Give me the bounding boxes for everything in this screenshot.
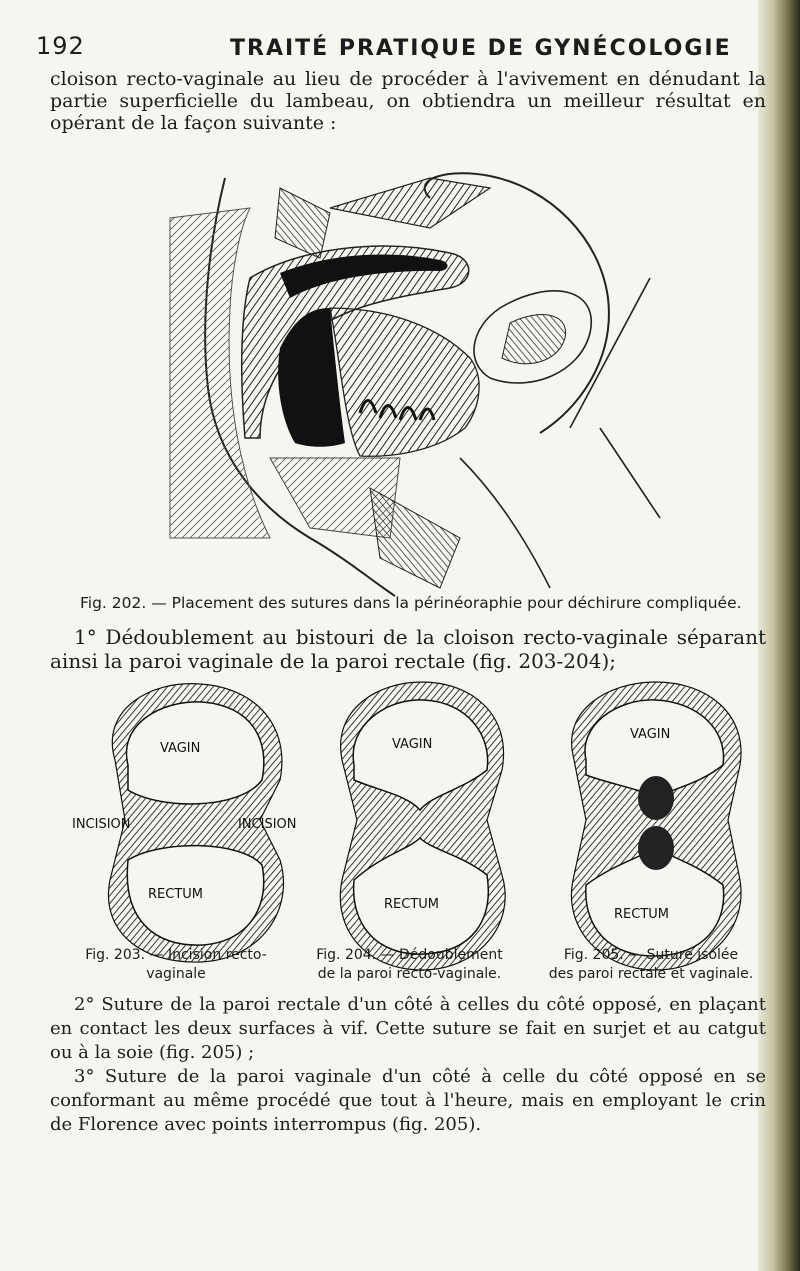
figure-202-illustration (130, 158, 685, 598)
fig203-label-vagin: VAGIN (160, 741, 201, 756)
fig203-caption-line2: vaginale (146, 966, 206, 982)
fig203-label-incision-right: INCISION (238, 817, 297, 832)
step-2-paragraph: 2° Suture de la paroi rectale d'un côté à celles du côté opposé, en plaçant en contact les deux surfaces à vif. Cette suture se fait en surjet et au catgut ou à la soie (fig. 205) ; (50, 994, 766, 1063)
running-head: TRAITÉ PRATIQUE DE GYNÉCOLOGIE (230, 36, 732, 61)
figure-204-caption (292, 946, 527, 984)
fig203-label-rectum: RECTUM (148, 887, 203, 902)
figure-202-caption: Fig. 202. — Placement des sutures dans la périnéoraphie pour déchirure compliquée. (80, 594, 742, 612)
fig205-label-rectum: RECTUM (614, 907, 669, 922)
step-1-paragraph: 1° Dédoublement au bistouri de la cloison recto-vaginale séparant ainsi la paroi vaginale de la paroi rectale (fig. 203-204); (50, 625, 766, 673)
figure-204-illustration (312, 670, 532, 980)
fig205-caption-line2: des paroi rectale et vaginale. (548, 966, 754, 982)
fig205-caption-line1: Fig. 205. — Suture isolée (563, 947, 739, 963)
figure-203-caption (56, 946, 296, 984)
fig203-caption-line1: Fig. 203. — Incision recto- (85, 947, 267, 963)
fig204-caption-line2: de la paroi recto-vaginale. (317, 966, 502, 982)
page-header (36, 32, 756, 66)
fig203-label-incision-left: INCISION (72, 817, 131, 832)
fig205-label-vagin: VAGIN (630, 727, 671, 742)
fig204-caption-line1: Fig. 204. — Dédoublement (316, 947, 503, 963)
page-number: 192 (36, 32, 85, 60)
step-3-paragraph: 3° Suture de la paroi vaginale d'un côté à celle du côté opposé en se conformant au même procédé que tout à l'heure, mais en employant le crin de Florence avec points interrompus (fig. 205). (50, 1066, 766, 1135)
figure-205-caption (532, 946, 770, 984)
intro-paragraph: cloison recto-vaginale au lieu de procéder à l'avivement en dénudant la partie superficielle du lambeau, on obtiendra un meilleur résultat en opérant de la façon suivante : (50, 68, 766, 134)
fig204-label-rectum: RECTUM (384, 897, 439, 912)
figure-203-illustration (70, 670, 310, 980)
figure-205-illustration (548, 670, 768, 980)
fig204-label-vagin: VAGIN (392, 737, 433, 752)
